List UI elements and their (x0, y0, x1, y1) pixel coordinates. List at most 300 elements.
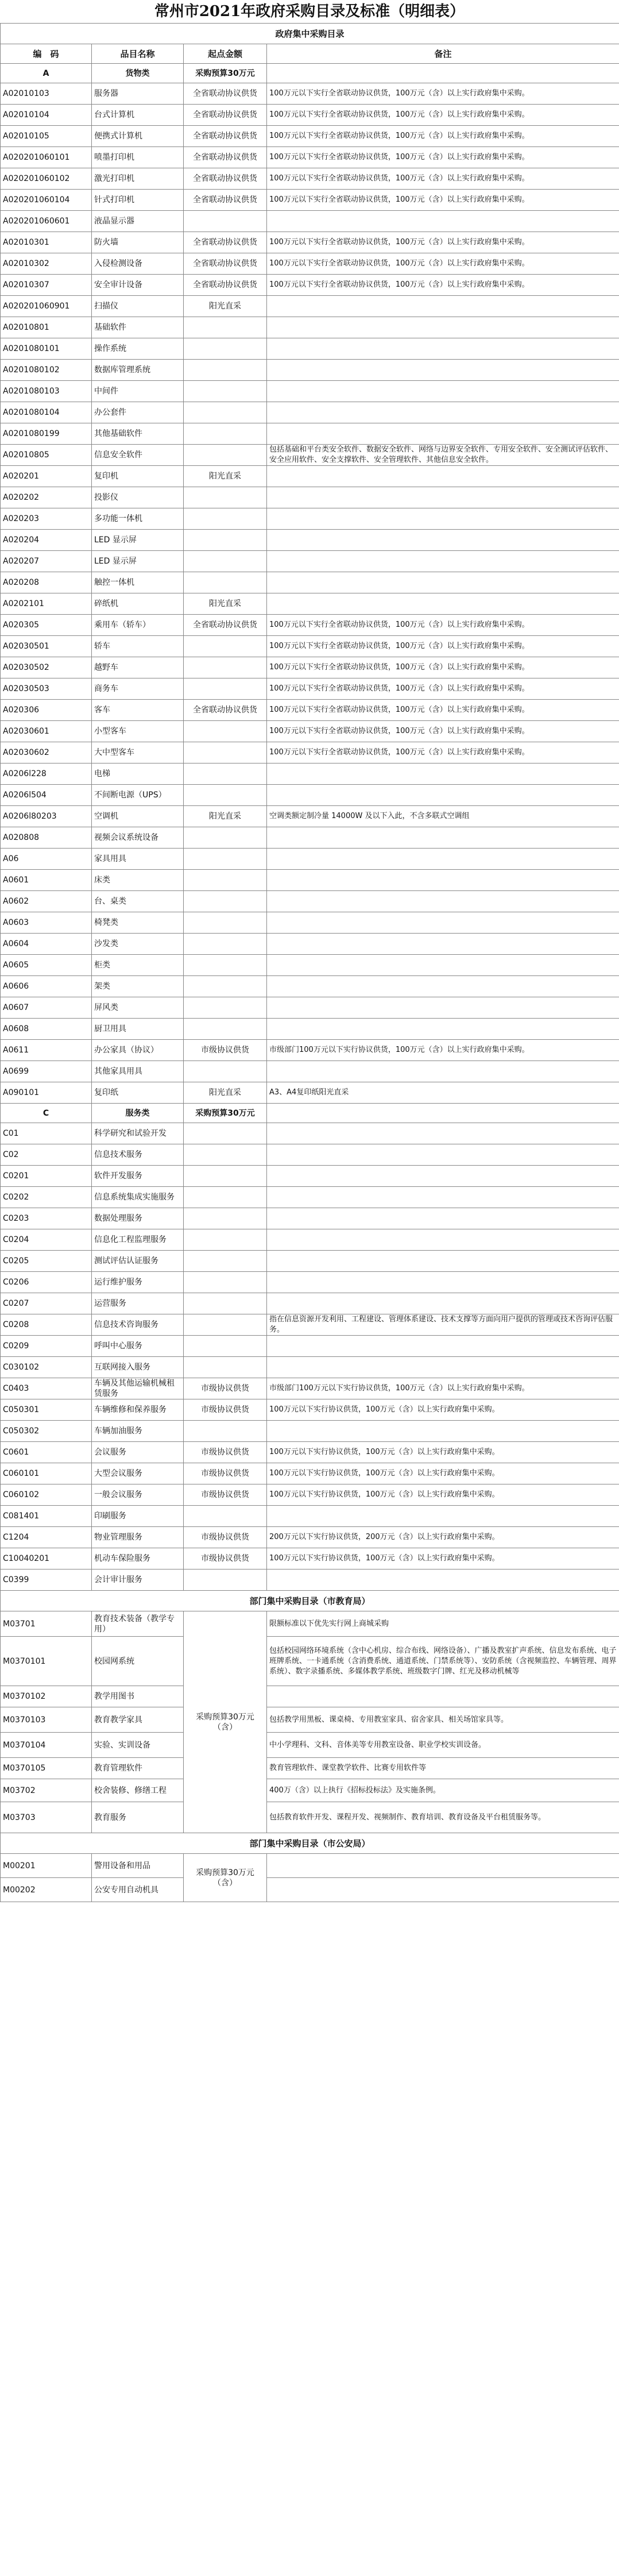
item-note: 100万元以下实行协议供货，100万元（含）以上实行政府集中采购。 (267, 1463, 619, 1484)
item-amount (184, 763, 267, 785)
table-row (1, 870, 619, 891)
item-code: C081401 (1, 1506, 92, 1527)
item-note: 100万元以下实行全省联动协议供货，100万元（含）以上实行政府集中采购。 (267, 742, 619, 763)
item-note (267, 1686, 619, 1707)
item-note: 100万元以下实行全省联动协议供货，100万元（含）以上实行政府集中采购。 (267, 678, 619, 700)
item-note (267, 1272, 619, 1293)
item-code: A02010801 (1, 317, 92, 338)
item-code: C0204 (1, 1229, 92, 1251)
table-row (1, 1378, 619, 1399)
item-code: A02010307 (1, 275, 92, 296)
item-name: 公安专用自动机具 (92, 1878, 184, 1902)
item-note (267, 849, 619, 870)
item-note (267, 466, 619, 487)
item-amount: 全省联动协议供货 (184, 83, 267, 105)
item-code: A0603 (1, 912, 92, 934)
item-name: 机动车保险服务 (92, 1548, 184, 1569)
table-row (1, 1733, 619, 1758)
category-note (267, 64, 619, 83)
item-name: 针式打印机 (92, 190, 184, 211)
column-header-amount: 起点金额 (184, 44, 267, 64)
section-title: 部门集中采购目录（市公安局） (1, 1833, 619, 1854)
item-note: 中小学理科、文科、音体美等专用教室设备、职业学校实训设备。 (267, 1733, 619, 1758)
item-note (267, 1187, 619, 1208)
item-name: 校舍装修、修缮工程 (92, 1779, 184, 1802)
item-amount (184, 1208, 267, 1229)
item-name: 操作系统 (92, 338, 184, 360)
item-amount (184, 1421, 267, 1442)
item-name: 架类 (92, 976, 184, 997)
item-name: 乘用车（轿车） (92, 615, 184, 636)
item-name: 教学用图书 (92, 1686, 184, 1707)
item-code: A020204 (1, 530, 92, 551)
category-name: 货物类 (92, 64, 184, 83)
table-row (1, 126, 619, 147)
item-name: 警用设备和用品 (92, 1854, 184, 1878)
category-amount: 采购预算30万元 (184, 64, 267, 83)
table-row (1, 1336, 619, 1357)
item-name: 商务车 (92, 678, 184, 700)
item-name: 电梯 (92, 763, 184, 785)
table-row (1, 1758, 619, 1779)
item-code: A020201060901 (1, 296, 92, 317)
item-note (267, 891, 619, 912)
item-name: 防火墙 (92, 232, 184, 253)
item-note: 包括教育软件开发、课程开发、视频制作、教育培训、教育设备及平台租赁服务等。 (267, 1802, 619, 1833)
item-amount: 全省联动协议供货 (184, 190, 267, 211)
item-amount: 市级协议供货 (184, 1484, 267, 1506)
item-note: 100万元以下实行协议供货，100万元（含）以上实行政府集中采购。 (267, 1399, 619, 1421)
table-row (1, 955, 619, 976)
table-row (1, 105, 619, 126)
item-note: 包括基础和平台类安全软件、数据安全软件、网络与边界安全软件、专用安全软件、安全测试评估软件、安全应用软件、安全支撑软件、安全管理软件、其他信息安全软件。 (267, 445, 619, 466)
table-row (1, 1686, 619, 1707)
table-row (1, 381, 619, 402)
item-name: 小型客车 (92, 721, 184, 742)
item-code: M0370104 (1, 1733, 92, 1758)
item-amount: 全省联动协议供货 (184, 700, 267, 721)
item-name: 信息技术咨询服务 (92, 1314, 184, 1336)
item-note: 100万元以下实行协议供货，100万元（含）以上实行政府集中采购。 (267, 1484, 619, 1506)
item-note: 100万元以下实行全省联动协议供货，100万元（含）以上实行政府集中采购。 (267, 636, 619, 657)
item-amount: 全省联动协议供货 (184, 105, 267, 126)
table-row (1, 1314, 619, 1336)
table-row (1, 1272, 619, 1293)
item-note (267, 317, 619, 338)
item-code: A0605 (1, 955, 92, 976)
item-note (267, 976, 619, 997)
item-amount (184, 423, 267, 445)
item-amount (184, 742, 267, 763)
item-name: 扫描仪 (92, 296, 184, 317)
item-amount (184, 1506, 267, 1527)
item-name: 物业管理服务 (92, 1527, 184, 1548)
table-row (1, 615, 619, 636)
item-amount: 阳光直采 (184, 593, 267, 615)
table-row (1, 1484, 619, 1506)
item-amount: 市级协议供货 (184, 1527, 267, 1548)
section-header (1, 1591, 619, 1611)
table-row (1, 338, 619, 360)
item-note (267, 1251, 619, 1272)
item-code: A0201080199 (1, 423, 92, 445)
item-code: A0201080101 (1, 338, 92, 360)
table-row (1, 1779, 619, 1802)
table-row (1, 1123, 619, 1144)
item-code: A020207 (1, 551, 92, 572)
table-row (1, 806, 619, 827)
item-code: A020201060102 (1, 168, 92, 190)
item-amount (184, 912, 267, 934)
item-name: 安全审计设备 (92, 275, 184, 296)
section-header (1, 1833, 619, 1854)
item-name: 一般会议服务 (92, 1484, 184, 1506)
item-amount: 市级协议供货 (184, 1040, 267, 1061)
table-row (1, 1019, 619, 1040)
item-amount: 阳光直采 (184, 1082, 267, 1104)
item-name: 基础软件 (92, 317, 184, 338)
item-name: 教育教学家具 (92, 1707, 184, 1733)
item-code: A020201060601 (1, 211, 92, 232)
item-code: A0201080102 (1, 360, 92, 381)
item-note (267, 997, 619, 1019)
item-amount: 全省联动协议供货 (184, 147, 267, 168)
item-amount (184, 785, 267, 806)
item-code: M03701 (1, 1611, 92, 1637)
item-code: A020201060104 (1, 190, 92, 211)
category-name: 服务类 (92, 1104, 184, 1123)
item-code: A0201080103 (1, 381, 92, 402)
table-row (1, 827, 619, 849)
category-amount: 采购预算30万元 (184, 1104, 267, 1123)
item-amount (184, 721, 267, 742)
item-note (267, 1854, 619, 1878)
item-name: 教育服务 (92, 1802, 184, 1833)
table-row (1, 83, 619, 105)
item-note (267, 1293, 619, 1314)
item-code: C0202 (1, 1187, 92, 1208)
item-name: 视频会议系统设备 (92, 827, 184, 849)
item-note (267, 1061, 619, 1082)
item-amount: 阳光直采 (184, 466, 267, 487)
item-name: 空调机 (92, 806, 184, 827)
item-code: A0202101 (1, 593, 92, 615)
item-code: A0608 (1, 1019, 92, 1040)
table-row (1, 636, 619, 657)
item-name: 触控一体机 (92, 572, 184, 593)
item-note: 100万元以下实行全省联动协议供货，100万元（含）以上实行政府集中采购。 (267, 275, 619, 296)
item-name: 便携式计算机 (92, 126, 184, 147)
catalog-table (0, 23, 619, 1902)
item-code: A0602 (1, 891, 92, 912)
item-code: A0206l504 (1, 785, 92, 806)
item-name: 运行维护服务 (92, 1272, 184, 1293)
item-code: A0699 (1, 1061, 92, 1082)
table-row (1, 296, 619, 317)
item-name: 床类 (92, 870, 184, 891)
item-name: 沙发类 (92, 934, 184, 955)
table-row (1, 1637, 619, 1686)
item-note: 100万元以下实行全省联动协议供货，100万元（含）以上实行政府集中采购。 (267, 83, 619, 105)
item-code: M0370102 (1, 1686, 92, 1707)
item-note (267, 551, 619, 572)
table-row (1, 253, 619, 275)
item-name: 校园网系统 (92, 1637, 184, 1686)
table-row (1, 1293, 619, 1314)
item-note: 100万元以下实行全省联动协议供货，100万元（含）以上实行政府集中采购。 (267, 615, 619, 636)
item-code: C0403 (1, 1378, 92, 1399)
item-amount (184, 572, 267, 593)
item-code: M0370103 (1, 1707, 92, 1733)
item-amount (184, 445, 267, 466)
item-note: 100万元以下实行全省联动协议供货，100万元（含）以上实行政府集中采购。 (267, 105, 619, 126)
item-code: A02030502 (1, 657, 92, 678)
table-row (1, 1527, 619, 1548)
table-row (1, 402, 619, 423)
item-name: 大型会议服务 (92, 1463, 184, 1484)
item-name: 实验、实训设备 (92, 1733, 184, 1758)
table-row (1, 275, 619, 296)
item-note (267, 763, 619, 785)
item-name: 入侵检测设备 (92, 253, 184, 275)
item-name: 客车 (92, 700, 184, 721)
item-code: A0606 (1, 976, 92, 997)
table-row (1, 508, 619, 530)
table-row (1, 147, 619, 168)
table-row (1, 976, 619, 997)
item-amount: 全省联动协议供货 (184, 275, 267, 296)
item-code: A02030601 (1, 721, 92, 742)
item-name: 激光打印机 (92, 168, 184, 190)
item-amount: 全省联动协议供货 (184, 168, 267, 190)
table-row (1, 1707, 619, 1733)
item-note: 100万元以下实行全省联动协议供货，100万元（含）以上实行政府集中采购。 (267, 657, 619, 678)
table-row (1, 466, 619, 487)
item-amount (184, 381, 267, 402)
item-amount (184, 997, 267, 1019)
item-note (267, 338, 619, 360)
item-note: 100万元以下实行协议供货，100万元（含）以上实行政府集中采购。 (267, 1548, 619, 1569)
item-amount (184, 1272, 267, 1293)
item-name: 越野车 (92, 657, 184, 678)
item-note (267, 1229, 619, 1251)
item-name: 车辆维修和保养服务 (92, 1399, 184, 1421)
table-row (1, 1569, 619, 1591)
item-note (267, 827, 619, 849)
item-code: C0205 (1, 1251, 92, 1272)
item-note (267, 1569, 619, 1591)
item-note (267, 1166, 619, 1187)
item-amount (184, 1357, 267, 1378)
item-note: 教育管理软件、课堂教学软件、比赛专用软件等 (267, 1758, 619, 1779)
item-amount (184, 849, 267, 870)
item-code: C1204 (1, 1527, 92, 1548)
item-note: 100万元以下实行全省联动协议供货，100万元（含）以上实行政府集中采购。 (267, 168, 619, 190)
item-code: A02010302 (1, 253, 92, 275)
table-row (1, 849, 619, 870)
table-row (1, 232, 619, 253)
table-row (1, 1229, 619, 1251)
item-code: A020808 (1, 827, 92, 849)
item-name: 运营服务 (92, 1293, 184, 1314)
item-amount (184, 1336, 267, 1357)
item-amount (184, 1019, 267, 1040)
item-code: C02 (1, 1144, 92, 1166)
item-code: C0399 (1, 1569, 92, 1591)
table-row (1, 1061, 619, 1082)
item-code: A0604 (1, 934, 92, 955)
item-code: A020208 (1, 572, 92, 593)
item-note (267, 1336, 619, 1357)
table-row (1, 551, 619, 572)
item-name: 碎纸机 (92, 593, 184, 615)
item-name: 复印纸 (92, 1082, 184, 1104)
item-note (267, 487, 619, 508)
section-title: 政府集中采购目录 (1, 24, 619, 44)
item-code: M0370105 (1, 1758, 92, 1779)
item-note: 100万元以下实行全省联动协议供货，100万元（含）以上实行政府集中采购。 (267, 126, 619, 147)
item-code: C0207 (1, 1293, 92, 1314)
table-row (1, 934, 619, 955)
item-code: C0208 (1, 1314, 92, 1336)
item-note (267, 572, 619, 593)
item-amount (184, 402, 267, 423)
item-name: 会议服务 (92, 1442, 184, 1463)
table-row (1, 1166, 619, 1187)
item-name: 中间件 (92, 381, 184, 402)
item-code: A02010104 (1, 105, 92, 126)
item-name: 椅凳类 (92, 912, 184, 934)
table-row (1, 1854, 619, 1878)
item-note (267, 955, 619, 976)
table-row (1, 678, 619, 700)
item-name: 台式计算机 (92, 105, 184, 126)
item-note (267, 381, 619, 402)
item-name: 信息技术服务 (92, 1144, 184, 1166)
category-row-goods (1, 64, 619, 83)
item-code: A02030501 (1, 636, 92, 657)
item-note: 100万元以下实行全省联动协议供货，100万元（含）以上实行政府集中采购。 (267, 190, 619, 211)
item-code: A02010103 (1, 83, 92, 105)
item-code: M03703 (1, 1802, 92, 1833)
table-row (1, 1187, 619, 1208)
item-name: 软件开发服务 (92, 1166, 184, 1187)
item-note (267, 1357, 619, 1378)
item-amount: 全省联动协议供货 (184, 232, 267, 253)
item-code: C050302 (1, 1421, 92, 1442)
item-name: 大中型客车 (92, 742, 184, 763)
item-amount (184, 1187, 267, 1208)
item-note (267, 360, 619, 381)
table-row (1, 912, 619, 934)
item-note (267, 1144, 619, 1166)
item-name: 印刷服务 (92, 1506, 184, 1527)
item-name: 家具用具 (92, 849, 184, 870)
table-row (1, 423, 619, 445)
item-amount (184, 1123, 267, 1144)
item-amount (184, 1229, 267, 1251)
item-code: A02010805 (1, 445, 92, 466)
item-amount (184, 1251, 267, 1272)
item-name: 台、桌类 (92, 891, 184, 912)
item-amount (184, 678, 267, 700)
table-row (1, 1802, 619, 1833)
item-amount (184, 870, 267, 891)
item-name: 呼叫中心服务 (92, 1336, 184, 1357)
item-name: 信息安全软件 (92, 445, 184, 466)
item-note (267, 211, 619, 232)
item-amount: 市级协议供货 (184, 1548, 267, 1569)
item-name: 多功能一体机 (92, 508, 184, 530)
item-amount (184, 891, 267, 912)
catalog-table-body (1, 24, 619, 1902)
table-row (1, 1611, 619, 1637)
table-row (1, 1082, 619, 1104)
item-code: C060102 (1, 1484, 92, 1506)
item-name: 教育管理软件 (92, 1758, 184, 1779)
item-amount: 采购预算30万元（含） (184, 1854, 267, 1902)
table-row (1, 742, 619, 763)
table-row (1, 1251, 619, 1272)
item-name: LED 显示屏 (92, 530, 184, 551)
item-note: 400万（含）以上执行《招标投标法》及实施条例。 (267, 1779, 619, 1802)
item-note: 200万元以下实行协议供货，200万元（含）以上实行政府集中采购。 (267, 1527, 619, 1548)
table-row (1, 190, 619, 211)
item-amount (184, 657, 267, 678)
item-code: C060101 (1, 1463, 92, 1484)
table-row (1, 763, 619, 785)
item-code: M0370101 (1, 1637, 92, 1686)
item-note: 100万元以下实行全省联动协议供货，100万元（含）以上实行政府集中采购。 (267, 721, 619, 742)
item-note: 包括教学用黑板、课桌椅、专用教室家具、宿舍家具、相关场馆家具等。 (267, 1707, 619, 1733)
item-note (267, 402, 619, 423)
table-row (1, 997, 619, 1019)
item-code: A06 (1, 849, 92, 870)
item-amount (184, 487, 267, 508)
item-amount (184, 955, 267, 976)
category-note (267, 1104, 619, 1123)
table-row (1, 593, 619, 615)
table-row (1, 700, 619, 721)
item-name: 复印机 (92, 466, 184, 487)
column-header-name: 品目名称 (92, 44, 184, 64)
item-code: A020201 (1, 466, 92, 487)
item-code: A020203 (1, 508, 92, 530)
table-row (1, 211, 619, 232)
table-row (1, 360, 619, 381)
item-amount (184, 551, 267, 572)
item-amount (184, 1569, 267, 1591)
table-row (1, 1442, 619, 1463)
item-code: C0206 (1, 1272, 92, 1293)
item-code: M00202 (1, 1878, 92, 1902)
table-row (1, 1399, 619, 1421)
item-code: C0203 (1, 1208, 92, 1229)
item-name: 车辆加油服务 (92, 1421, 184, 1442)
item-amount (184, 827, 267, 849)
item-amount: 采购预算30万元（含） (184, 1611, 267, 1833)
table-row (1, 1463, 619, 1484)
item-code: C050301 (1, 1399, 92, 1421)
item-code: C030102 (1, 1357, 92, 1378)
item-note (267, 1123, 619, 1144)
item-amount (184, 934, 267, 955)
item-amount (184, 1144, 267, 1166)
item-amount: 全省联动协议供货 (184, 126, 267, 147)
item-code: A02010105 (1, 126, 92, 147)
item-name: 办公套件 (92, 402, 184, 423)
item-note (267, 1878, 619, 1902)
